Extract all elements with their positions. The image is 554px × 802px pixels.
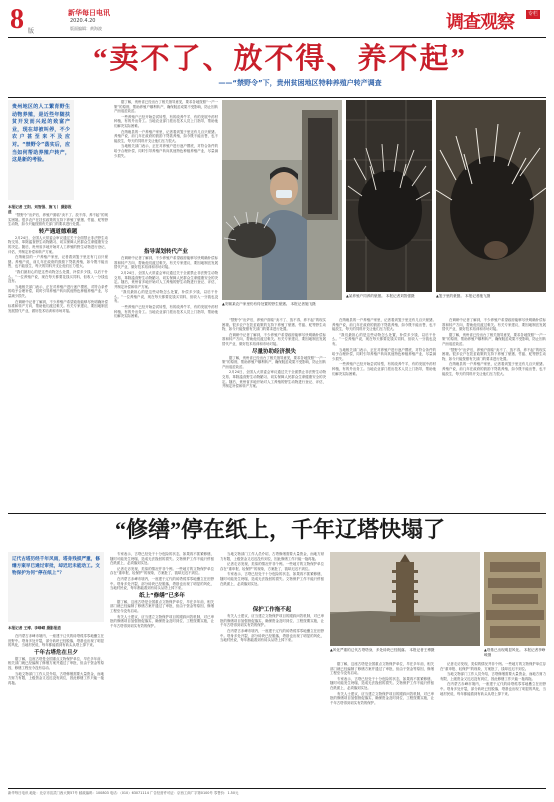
- page-editor: 版面编辑：黄海波: [70, 26, 102, 31]
- article1-lead-box: [8, 100, 74, 200]
- article1-para: 在调研中记者了解到，不少养殖户希望政府能够尽快明确补偿标准和转产方向，帮助他们渡过难关。有关专家建议，要因地制宜发展替代产业，做好技术培训和市场对接。: [442, 318, 546, 332]
- article2-para: 有关人士建议，应当建立文物保护项目的跟踪问效机制，对已审批的修缮项目加强督促落实，确保资金及时到位、工程按期实施，让千年古塔得到切实有效的保护。: [110, 614, 214, 628]
- article2-para: 在内蒙古赤峰市境内，一座建于辽代的砖塔孤零零地矗立在田野中。塔身多处开裂，部分砖块已经脱落，塔基也出现了明显的风化，当地村民说，每年都能看到有砖头从塔上掉下来。: [440, 682, 546, 696]
- farmer-photo-art: [222, 100, 342, 300]
- article2-col1: [8, 634, 104, 784]
- article1-subheading-2: 指导谋划转代产业: [143, 249, 188, 256]
- article1-para: “禁野令”出炉后，养殖户面临“卖不了、放不得、养不起”的现实困境。很多农户在扶贫政策的支持下养殖了豪猪、竹鼠、蛇等野生动物，如今只能按照有关部门的要求进行处置。: [442, 347, 546, 361]
- article1-para: 在调研中记者了解到，不少养殖户希望政府能够尽快明确补偿标准和转产方向，帮助他们渡过难关。有关专家建议，要因地制宜发展替代产业，做好技术培训和市场对接。: [114, 256, 218, 270]
- article-divider: [8, 513, 546, 514]
- article1-col3: [222, 318, 326, 508]
- article2-lead-box: [8, 552, 104, 622]
- article1-photo-farmer: [222, 100, 342, 300]
- article1-photo-porcupine: [346, 100, 432, 292]
- article1-para: 一些养殖户已经开始尝试转型，有的改养牛羊，有的发展中药材种植，有的外出务工。当地农业部门派出技术人员上门指导，帮助他们解决实际困难。: [114, 305, 218, 319]
- article1-col2: [114, 100, 218, 508]
- article1-para: 一些养殖户已经开始尝试转型，有的改养牛羊，有的发展中药材种植，有的外出务工。当地农业部门派出技术人员上门指导，帮助他们解决实际困难。: [114, 114, 218, 128]
- article1-para: “我们最担心的是这些动物怎么处置，补偿多少钱，以后干什么。”一位养殖户说，现在每天都要花钱买饲料，但收入一分钱也没有。: [114, 290, 218, 304]
- footer-rule: [8, 788, 546, 789]
- page-suffix: 版: [28, 28, 35, 35]
- pagoda-base-art: [484, 552, 546, 646]
- porcupine-photo-art: [346, 100, 432, 292]
- article1-para: 据了解，贵州省已经出台了相关指导意见，要求各地按照“一户一策”的原则，帮助养殖户顺利转产，确保脱贫成果不受影响，防止因转产而返贫致贫。: [114, 100, 218, 114]
- article2-para: 有关人士建议，应当建立文物保护项目的跟踪问效机制，对已审批的修缮项目加强督促落实，确保资金及时到位、工程按期实施，让千年古塔得到切实有效的保护。: [330, 691, 434, 705]
- article1-para: “禁野令”出炉后，养殖户面临“卖不了、放不得、养不起”的现实困境。很多农户在扶贫政策的支持下养殖了豪猪、竹鼠、蛇等野生动物，如今只能按照有关部门的要求进行处置。: [8, 213, 108, 227]
- article1-para: “我们最担心的是这些动物怎么处置，补偿多少钱，以后干什么。”一位养殖户说，现在每天都要花钱买饲料，但收入一分钱也没有。: [8, 269, 108, 284]
- paper-name: 新华每日电讯: [68, 9, 110, 17]
- article1-para: 据了解，贵州省已经出台了相关指导意见，要求各地按照“一户一策”的原则，帮助养殖户顺利转产，确保脱贫成果不受影响，防止因转产而返贫致贫。: [222, 355, 326, 369]
- article1-col5: [442, 318, 546, 508]
- article1-para: 2月24日，全国人大常委会审议通过关于全面禁止非法野生动物交易、革除滥食野生动物陋习、切实保障人民群众生命健康安全的决定。随后，贵州省多地开始对人工养殖的野生动物进行登记、评估，并制定补偿和转产方案。: [8, 235, 108, 254]
- article2-para: 在内蒙古赤峰市境内，一座建于辽代的砖塔孤零零地矗立在田野中。塔身多处开裂，部分砖块已经脱落，塔基也出现了明显的风化，当地村民说，每年都能看到有砖头从塔上掉下来。: [8, 634, 104, 648]
- article1-subtitle: ——“禁野令”下，贵州贫困地区特种养殖户转产调查: [218, 79, 382, 87]
- article1-para: 在纳雍县的一户养殖户家里，记者看到笼子里还有几百只豪猪。养殖户说，前几年在政府的鼓励下贷款养殖，如今既不能出售，也不能放生，每天的饲料开支让他们压力很大。: [332, 318, 436, 332]
- article1-subheading-1: 转产遇道德难题: [38, 228, 78, 235]
- article1-caption-2: ▲某养殖户饲养的豪猪。 本报记者刘智强摄: [346, 294, 415, 298]
- article2-col2: [110, 552, 214, 784]
- header-rule: [8, 37, 546, 38]
- article1-title: “卖不了、放不得、养不起”: [92, 43, 467, 75]
- article2-para: 记者走访发现，类似的情况并非个例。一些地方的文物保护单位存在“重申报、轻保护”的现象，方案批了，钱却迟迟不到位。: [440, 662, 546, 671]
- article2-photo-base: [484, 552, 546, 646]
- article1-para: 2月24日，全国人大常委会审议通过关于全面禁止非法野生动物交易、革除滥食野生动物陋习、切实保障人民群众生命健康安全的决定。随后，贵州省多地开始对人工养殖的野生动物进行登记、评估，并制定补偿和转产方案。: [114, 270, 218, 289]
- section-title: 调查观察: [446, 12, 514, 33]
- article2-byline: 本报记者 王博、李峥嵘 摄影报道: [8, 626, 61, 630]
- article2-photo-pagoda: [330, 552, 480, 646]
- article1-para: 据了解，贵州省已经出台了相关指导意见，要求各地按照“一户一策”的原则，帮助养殖户顺利转产，确保脱贫成果不受影响，防止因转产而返贫致贫。: [442, 332, 546, 346]
- article2-col4: [330, 662, 434, 784]
- article2-para: 当地文物部门工作人员介绍，古塔修缮需要大量资金，而地方财力有限，上级资金又迟迟没有到位，因此修缮工作只能一拖再拖。: [220, 552, 324, 561]
- article2-para: 据了解，这座古塔是全国重点文物保护单位，早在多年前，相关部门就已经编制了修缮方案并通过了审批，但由于资金等原因，修缮工程至今没有启动。: [330, 662, 434, 676]
- pagoda-photo-art: [330, 552, 480, 646]
- article2-para: 记者走访发现，类似的情况并非个例。一些地方的文物保护单位存在“重申报、轻保护”的现象，方案批了，钱却迟迟不到位。: [110, 566, 214, 576]
- section-tag: 专栏: [527, 11, 538, 17]
- article2-para: 据了解，这座古塔是全国重点文物保护单位，早在多年前，相关部门就已经编制了修缮方案并通过了审批，但由于资金等原因，修缮工程至今没有启动。: [8, 656, 104, 670]
- article1-para: 一些养殖户已经开始尝试转型，有的改养牛羊，有的发展中药材种植，有的外出务工。当地农业部门派出技术人员上门指导，帮助他们解决实际困难。: [332, 362, 436, 376]
- article1-para: 当地相关部门表示，正在对养殖户进行逐户摸底，对符合条件的给予合理补偿，同时引导养殖户转向其他特色种植养殖产业，尽量减少损失。: [8, 284, 108, 298]
- article2-para: 记者走访发现，类似的情况并非个例。一些地方的文物保护单位存在“重申报、轻保护”的现象，方案批了，钱却迟迟不到位。: [220, 562, 324, 571]
- article2-title: “修缮”停在纸上，千年辽塔快塌了: [114, 517, 445, 542]
- porcupine-closeup-art: [436, 100, 546, 292]
- article1-para: “禁野令”出炉后，养殖户面临“卖不了、放不得、养不起”的现实困境。很多农户在扶贫政策的支持下养殖了豪猪、竹鼠、蛇等野生动物，如今只能按照有关部门的要求进行处置。: [222, 318, 326, 332]
- article2-subheading-1: 千年古塔危在旦夕: [33, 649, 78, 656]
- article2-para: 专家表示，古塔已经处于十分危险的状态，如果再不抓紧修缮，随时可能发生坍塌，造成无法挽回的损失。文物保护工作不能只停留在纸面上，必须落到实处。: [330, 676, 434, 690]
- article2-caption-1: ▲风化严重的辽代古塔塔身，多处砖块已经脱落。 本报记者王博摄: [330, 648, 435, 652]
- article1-col1: [8, 213, 108, 508]
- article1-caption-1: ▲安顺某农户家里仍有待处置的野生豪猪。 本报记者施飞摄: [222, 302, 316, 306]
- article1-caption-3: ▲笼子里的豪猪。 本报记者施飞摄: [436, 294, 491, 298]
- article1-para: 在纳雍县的一户养殖户家里，记者看到笼子里还有几百只豪猪。养殖户说，前几年在政府的鼓励下贷款养殖，如今既不能出售，也不能放生，每天的饲料开支让他们压力很大。: [114, 129, 218, 143]
- article1-para: 当地相关部门表示，正在对养殖户进行逐户摸底，对符合条件的给予合理补偿，同时引导养殖户转向其他特色种植养殖产业，尽量减少损失。: [114, 144, 218, 158]
- article2-col3: [220, 552, 324, 784]
- issue-date: 2020.4.20: [70, 18, 96, 24]
- article2-subheading-2: 纸上“修缮”已多年: [139, 592, 185, 599]
- article1-para: 2月24日，全国人大常委会审议通过关于全面禁止非法野生动物交易、革除滥食野生动物陋习、切实保障人民群众生命健康安全的决定。随后，贵州省多地开始对人工养殖的野生动物进行登记、评估，并制定补偿和转产方案。: [222, 370, 326, 389]
- article1-top-rule: [8, 97, 546, 98]
- article2-para: 在内蒙古赤峰市境内，一座建于辽代的砖塔孤零零地矗立在田野中。塔身多处开裂，部分砖块已经脱落，塔基也出现了明显的风化，当地村民说，每年都能看到有砖头从塔上掉下来。: [110, 576, 214, 591]
- article2-para: 据了解，这座古塔是全国重点文物保护单位，早在多年前，相关部门就已经编制了修缮方案并通过了审批，但由于资金等原因，修缮工程至今没有启动。: [110, 599, 214, 613]
- article1-byline: 本报记者 王阳、刘智强、施飞丨 摄影报道: [8, 205, 72, 214]
- article2-caption-2: ▲塔基已出现明显风化。 本报记者李峥嵘摄: [484, 648, 546, 657]
- article2-para: 在内蒙古赤峰市境内，一座建于辽代的砖塔孤零零地矗立在田野中。塔身多处开裂，部分砖块已经脱落，塔基也出现了明显的风化，当地村民说，每年都能看到有砖头从塔上掉下来。: [220, 628, 324, 643]
- article1-photo-porcupine-closeup: [436, 100, 546, 292]
- page-number: 8: [10, 4, 24, 35]
- article2-subheading-3: 保护工作拖不起: [252, 607, 292, 614]
- article2-para: 当地文物部门工作人员介绍，古塔修缮需要大量资金，而地方财力有限，上级资金又迟迟没有到位，因此修缮工作只能一拖再拖。: [440, 672, 546, 681]
- article1-subheading-3: 尽量协助经济损失: [251, 348, 296, 355]
- footer-info: 新华每日电讯 地址：北京市宣武门西大街57号 邮政编码：100803 电话：（010）63071114 广告经营许可证：京西工商广字第0100号 零售价：1.50元: [8, 791, 239, 795]
- article1-para: 在调研中记者了解到，不少养殖户希望政府能够尽快明确补偿标准和转产方向，帮助他们渡过难关。有关专家建议，要因地制宜发展替代产业，做好技术培训和市场对接。: [8, 299, 108, 313]
- article2-para: 专家表示，古塔已经处于十分危险的状态，如果再不抓紧修缮，随时可能发生坍塌，造成无法挽回的损失。文物保护工作不能只停留在纸面上，必须落到实处。: [220, 572, 324, 586]
- article2-para: 专家表示，古塔已经处于十分危险的状态，如果再不抓紧修缮，随时可能发生坍塌，造成无法挽回的损失。文物保护工作不能只停留在纸面上，必须落到实处。: [110, 552, 214, 566]
- article1-para: 在纳雍县的一户养殖户家里，记者看到笼子里还有几百只豪猪。养殖户说，前几年在政府的鼓励下贷款养殖，如今既不能出售，也不能放生，每天的饲料开支让他们压力很大。: [442, 362, 546, 376]
- article1-lead: 贵州地区的人工繁育野生动物养殖，是近些年随扶贫开发而兴起的致富产业，现在却被叫停，不少农户甚至来不及应对。“禁野令”落实后，应当如何帮助养殖户转产，这是新的考验。: [12, 104, 70, 164]
- article1-para: 在纳雍县的一户养殖户家里，记者看到笼子里还有几百只豪猪。养殖户说，前几年在政府的鼓励下贷款养殖，如今既不能出售，也不能放生，每天的饲料开支让他们压力很大。: [8, 255, 108, 269]
- article2-lead: 辽代古塔历经千年风雨，塔身残损严重，修缮方案早已通过审批，却迟迟未能动工。文物保护为何“停在纸上”？: [12, 557, 100, 576]
- article1-col4: [332, 318, 436, 508]
- article2-para: 有关人士建议，应当建立文物保护项目的跟踪问效机制，对已审批的修缮项目加强督促落实，确保资金及时到位、工程按期实施，让千年古塔得到切实有效的保护。: [220, 614, 324, 628]
- article1-para: 当地相关部门表示，正在对养殖户进行逐户摸底，对符合条件的给予合理补偿，同时引导养殖户转向其他特色种植养殖产业，尽量减少损失。: [332, 347, 436, 361]
- article2-para: 当地文物部门工作人员介绍，古塔修缮需要大量资金，而地方财力有限，上级资金又迟迟没有到位，因此修缮工作只能一拖再拖。: [8, 671, 104, 685]
- article2-col5: [440, 662, 546, 784]
- article1-para: 在调研中记者了解到，不少养殖户希望政府能够尽快明确补偿标准和转产方向，帮助他们渡过难关。有关专家建议，要因地制宜发展替代产业，做好技术培训和市场对接。: [222, 332, 326, 346]
- article1-para: “我们最担心的是这些动物怎么处置，补偿多少钱，以后干什么。”一位养殖户说，现在每天都要花钱买饲料，但收入一分钱也没有。: [332, 332, 436, 346]
